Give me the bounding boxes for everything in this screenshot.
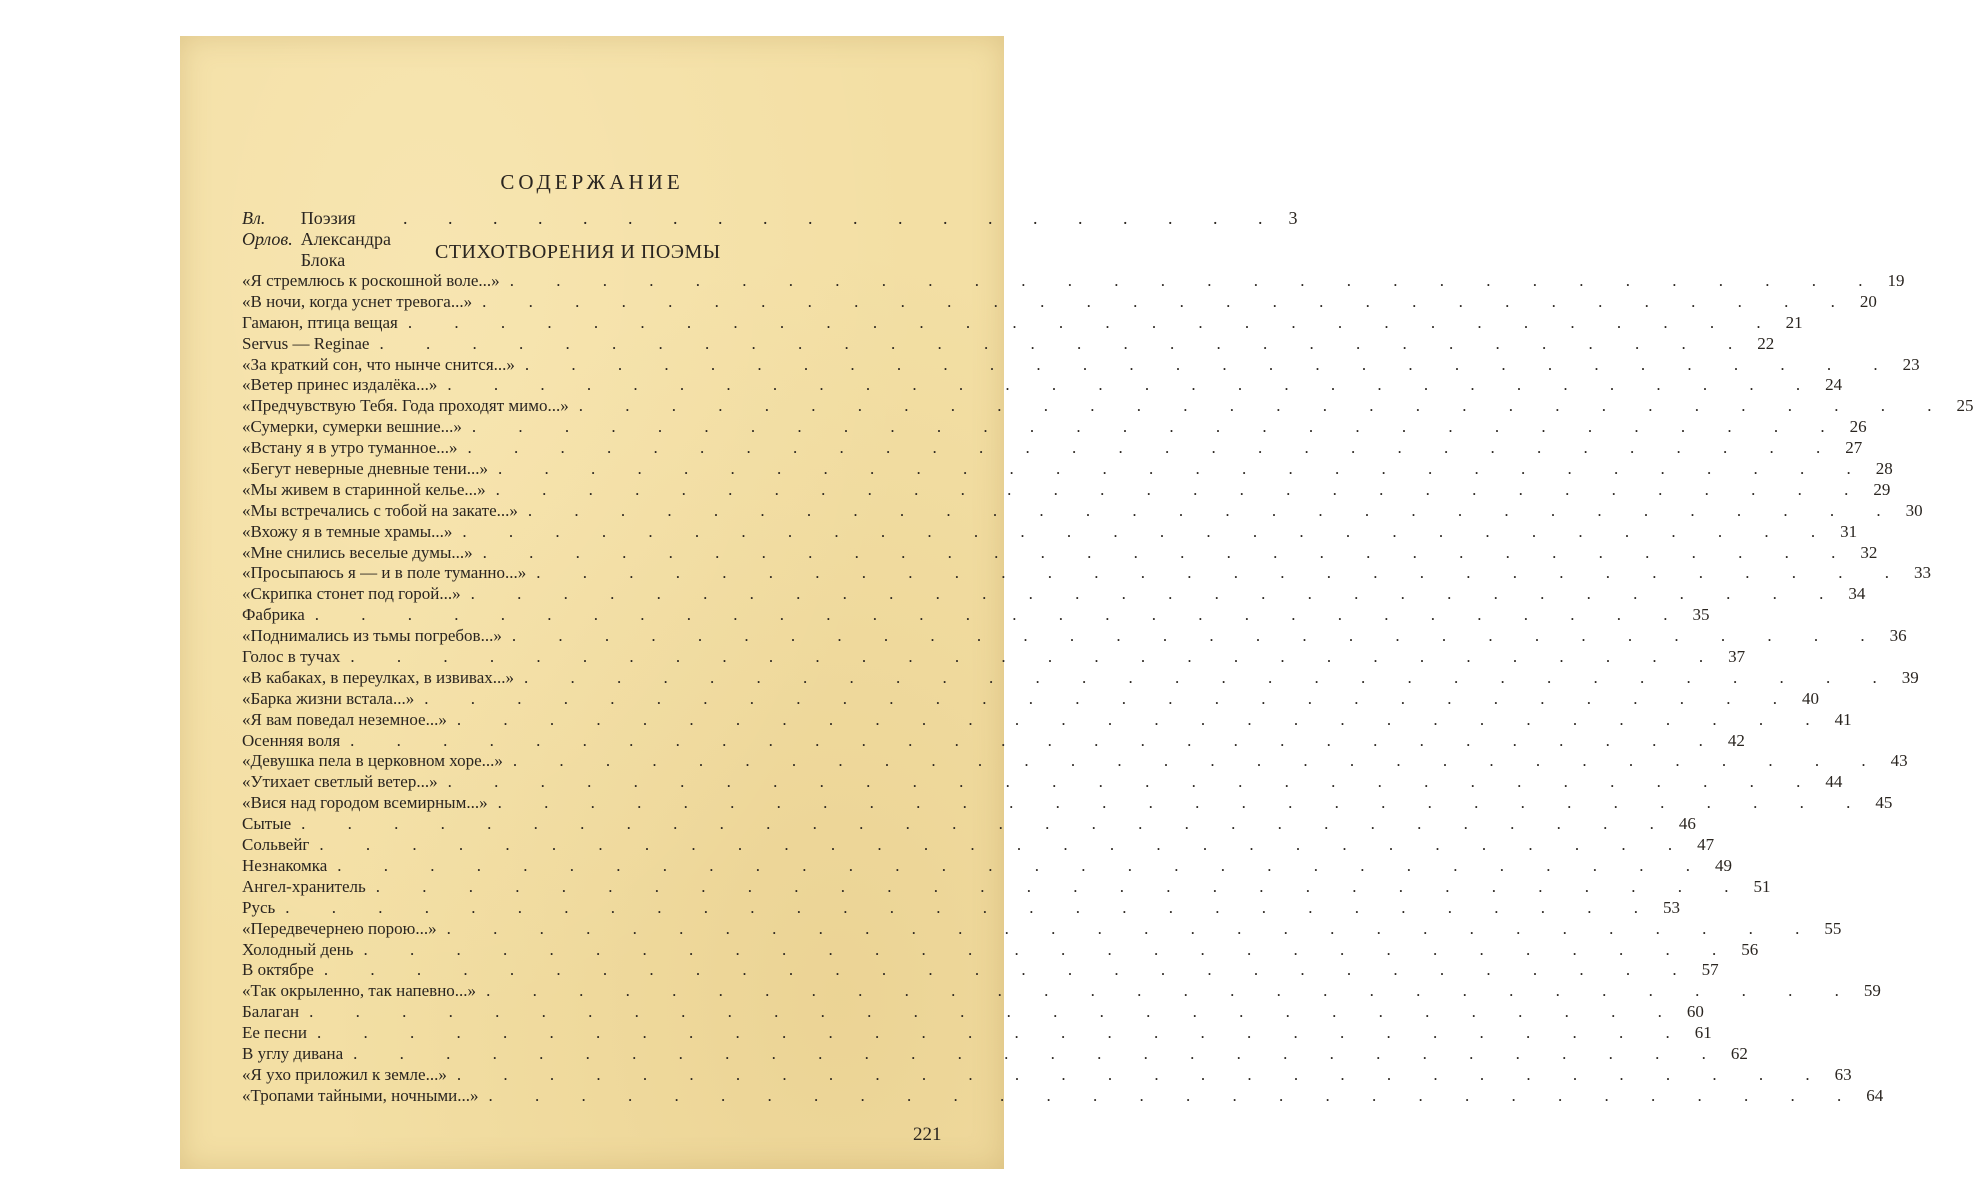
toc-entry-page: 53 — [1663, 897, 1681, 917]
toc-list — [242, 271, 1974, 1107]
dot-leader: . . . . . . . . . . . . . . . . . . . . . . . . . . . . . . — [456, 1064, 1829, 1084]
toc-entry-title: «Я вам поведал неземное...» — [242, 709, 447, 729]
toc-entry-page: 27 — [1845, 438, 1863, 458]
toc-entry — [242, 291, 1877, 313]
toc-entry-page: 35 — [1692, 605, 1710, 625]
dot-leader: . . . . . . . . . . . . . . . . . . . . . . . . . . . . . . — [353, 1043, 1725, 1063]
dot-leader: . . . . . . . . . . . . . . . . . . . . . . . . . . . . . . — [317, 1023, 1689, 1043]
dot-leader: . . . . . . . . . . . . . . . . . . . . . . . . . . . . . . — [301, 814, 1673, 834]
dot-leader: . . . . . . . . . . . . . . . . . . . . . . . . . . . . . . — [512, 751, 1885, 771]
dot-leader: . . . . . . . . . . . . . . . . . . . . . . . . . . . . . . — [363, 939, 1736, 959]
page-folio: 221 — [913, 1124, 942, 1145]
toc-entry — [242, 1085, 1884, 1107]
toc-entry-title: «Мы встречались с тобой на закате...» — [242, 500, 518, 520]
toc-entry — [242, 960, 1719, 981]
dot-leader: . . . . . . . . . . . . . . . . . . . . . . . . . . . . . . — [497, 793, 1870, 813]
toc-entry — [242, 479, 1891, 501]
toc-entry-page: 34 — [1848, 584, 1866, 604]
toc-entry — [242, 1064, 1852, 1086]
dot-leader: . . . . . . . . . . . . . . . . . . . . . . . . . . . . . . — [447, 772, 1820, 792]
toc-entry-page: 39 — [1901, 667, 1919, 687]
toc-entry-title: «Девушка пела в церковном хоре...» — [242, 751, 503, 771]
toc-entry-page: 51 — [1753, 876, 1771, 896]
toc-entry — [242, 1023, 1712, 1044]
toc-entry-page: 37 — [1728, 647, 1746, 667]
toc-entry-title: «Просыпаюсь я — и в поле туманно...» — [242, 563, 527, 583]
dot-leader: . . . . . . . . . . . . . . . . . . . . . . . . . . . . . . — [524, 667, 1896, 687]
dot-leader: . . . . . . . . . . . . . . . . . . . . . . . . . . . . . . — [486, 981, 1858, 1001]
dot-leader: . . . . . . . . . . . . . . . . . . . . . . . . . . . . . . — [497, 459, 1870, 479]
toc-entry-page: 62 — [1730, 1043, 1748, 1063]
dot-leader: . . . . . . . . . . . . . . . . . . . . . . . . . . . . . . — [309, 1002, 1681, 1022]
toc-entry — [242, 626, 1907, 647]
intro-author: Вл. Орлов. — [242, 208, 293, 249]
dot-leader: . . . . . . . . . . . . . . . . . . . . . . . . . . . . . . — [536, 563, 1909, 583]
toc-entry — [242, 375, 1843, 396]
toc-entry-page: 28 — [1875, 459, 1893, 479]
toc-entry-page: 31 — [1840, 521, 1858, 541]
toc-entry-page: 49 — [1715, 855, 1733, 875]
toc-entry-page: 41 — [1834, 709, 1852, 729]
toc-entry — [242, 667, 1919, 689]
dot-leader: . . . . . . . . . . . . . . . . . . . . . . . . . . . . . . — [495, 479, 1868, 499]
toc-entry — [242, 500, 1923, 522]
dot-leader: . . . . . . . . . . . . . . . . . . . . . . . . . . . . . . — [424, 688, 1796, 708]
toc-entry-page: 55 — [1824, 918, 1842, 938]
toc-entry-page: 42 — [1727, 730, 1745, 750]
toc-entry — [242, 1043, 1748, 1065]
toc-entry-title: Фабрика — [242, 605, 305, 625]
toc-entry-page: 46 — [1678, 814, 1696, 834]
toc-entry-page: 57 — [1701, 960, 1719, 980]
toc-entry-title: «Вхожу я в темные храмы...» — [242, 521, 453, 541]
toc-entry-title: «Утихает светлый ветер...» — [242, 772, 438, 792]
toc-entry-title: «Бегут неверные дневные тени...» — [242, 459, 488, 479]
toc-entry — [242, 730, 1745, 752]
dot-leader: . . . . . . . . . . . . . . . . . . . . . . . . . . . . . . — [407, 312, 1780, 332]
toc-entry-title: «Сумерки, сумерки вешние...» — [242, 417, 462, 437]
toc-entry — [242, 751, 1908, 772]
dot-leader: . . . . . . . . . . . . . . . . . . . . . . . . . . . . . . — [482, 291, 1854, 311]
toc-entry-title: Голос в тучах — [242, 647, 341, 667]
toc-entry-page: 25 — [1956, 396, 1974, 416]
toc-entry-page: 20 — [1859, 291, 1877, 311]
dot-leader: . . . . . . . . . . . . . . . . . . . . . . . . . . . . . . — [285, 897, 1658, 917]
dot-leader: . . . . . . . . . . . . . . . . . . . . . . . . . . . . . . — [462, 521, 1835, 541]
book-page — [180, 36, 1974, 1169]
toc-entry-page: 32 — [1860, 542, 1878, 562]
dot-leader: . . . . . . . . . . . . . . . . . . . . . . . . . . . . . . — [509, 271, 1882, 290]
dot-leader: . . . . . . . . . . . . . . . . . . . . . . . . . . . . . . — [446, 918, 1819, 938]
dot-leader: . . . . . . . . . . . . . . . . . . . . . . . . . . . . . . — [488, 1085, 1861, 1105]
dot-leader: . . . . . . . . . . . . . . . . . . . . . . . . . . . . . . — [337, 855, 1710, 875]
toc-entry-page: 59 — [1863, 981, 1881, 1001]
toc-entry — [242, 814, 1696, 835]
toc-entry-page: 22 — [1757, 333, 1775, 353]
toc-entry — [242, 396, 1974, 417]
toc-entry — [242, 876, 1771, 898]
toc-entry-title: «Встану я в утро туманное...» — [242, 438, 458, 458]
toc-entry-title: Осенняя воля — [242, 730, 341, 750]
toc-entry-title: «Барка жизни встала...» — [242, 688, 415, 708]
toc-entry-page: 24 — [1825, 375, 1843, 395]
toc-entry-title: Незнакомка — [242, 855, 328, 875]
toc-entry-page: 30 — [1905, 500, 1923, 520]
toc-entry-page: 60 — [1686, 1002, 1704, 1022]
dot-leader: . . . . . . . . . . . . . . . . . . . . . . . . . . . . . . — [323, 960, 1696, 980]
toc-entry — [242, 542, 1878, 564]
toc-entry — [242, 312, 1803, 334]
dot-leader: . . . . . . . . . . . . . . . . . . . . . . . . . . . . . . — [375, 876, 1748, 896]
toc-entry — [242, 709, 1852, 731]
toc-entry-title: «За краткий сон, что нынче снится...» — [242, 354, 515, 374]
toc-entry-title: «Предчувствую Тебя. Года проходят мимо...» — [242, 396, 569, 416]
toc-entry-page: 40 — [1801, 688, 1819, 708]
toc-entry — [242, 417, 1867, 438]
toc-entry-title: «Мы живем в старинной келье...» — [242, 479, 486, 499]
toc-entry-title: Балаган — [242, 1002, 300, 1022]
dot-leader: . . . . . . . . . . . . . . . . . . . . — [402, 208, 1281, 228]
dot-leader: . . . . . . . . . . . . . . . . . . . . . . . . . . . . . . — [511, 626, 1884, 646]
toc-entry-title: В углу дивана — [242, 1043, 344, 1063]
toc-entry — [242, 1002, 1704, 1023]
toc-entry-title: «В кабаках, в переулках, в извивах...» — [242, 667, 515, 687]
toc-entry — [242, 333, 1775, 355]
toc-entry — [242, 939, 1759, 961]
toc-entry-page: 61 — [1694, 1023, 1712, 1043]
dot-leader: . . . . . . . . . . . . . . . . . . . . . . . . . . . . . . — [471, 417, 1844, 437]
toc-entry-page: 63 — [1834, 1064, 1852, 1084]
intro-page-number: 3 — [1288, 208, 1298, 228]
toc-entry-page: 26 — [1849, 417, 1867, 437]
toc-entry-title: «Передвечернею порою...» — [242, 918, 437, 938]
toc-entry-title: Ангел-хранитель — [242, 876, 366, 896]
toc-entry-title: «В ночи, когда уснет тревога...» — [242, 291, 473, 311]
toc-entry — [242, 354, 1920, 376]
toc-entry-page: 56 — [1741, 939, 1759, 959]
dot-leader: . . . . . . . . . . . . . . . . . . . . . . . . . . . . . . — [470, 584, 1843, 604]
toc-entry — [242, 855, 1733, 877]
toc-entry-title: Сольвейг — [242, 835, 310, 855]
toc-entry-title: «Вися над городом всемирным...» — [242, 793, 488, 813]
toc-entry-page: 43 — [1890, 751, 1908, 771]
contents-heading: СОДЕРЖАНИЕ — [500, 170, 684, 194]
dot-leader: . . . . . . . . . . . . . . . . . . . . . . . . . . . . . . — [527, 500, 1900, 520]
toc-entry-page: 47 — [1697, 835, 1715, 855]
toc-entry — [242, 521, 1858, 543]
toc-entry — [242, 459, 1893, 480]
dot-leader: . . . . . . . . . . . . . . . . . . . . . . . . . . . . . . — [447, 375, 1820, 395]
toc-entry-page: 29 — [1873, 479, 1891, 499]
toc-entry-title: «Я ухо приложил к земле...» — [242, 1064, 447, 1084]
toc-entry-title: «Так окрыленно, так напевно...» — [242, 981, 477, 1001]
toc-entry — [242, 605, 1710, 626]
toc-entry-page: 33 — [1914, 563, 1932, 583]
toc-entry — [242, 897, 1681, 919]
intro-title: Поэзия Александра Блока — [300, 208, 391, 270]
dot-leader: . . . . . . . . . . . . . . . . . . . . . . . . . . . . . . — [524, 354, 1897, 374]
section-heading: СТИХОТВОРЕНИЯ И ПОЭМЫ — [435, 241, 721, 263]
dot-leader: . . . . . . . . . . . . . . . . . . . . . . . . . . . . . . — [350, 647, 1723, 667]
toc-entry-title: «Поднимались из тьмы погребов...» — [242, 626, 502, 646]
toc-entry-page: 23 — [1902, 354, 1920, 374]
toc-entry-page: 36 — [1889, 626, 1907, 646]
dot-leader: . . . . . . . . . . . . . . . . . . . . . . . . . . . . . . — [578, 396, 1951, 416]
toc-entry-page: 21 — [1785, 312, 1803, 332]
toc-entry-title: «Ветер принес издалёка...» — [242, 375, 438, 395]
dot-leader: . . . . . . . . . . . . . . . . . . . . . . . . . . . . . . — [314, 605, 1687, 625]
toc-entry — [242, 688, 1819, 710]
dot-leader: . . . . . . . . . . . . . . . . . . . . . . . . . . . . . . — [350, 730, 1722, 750]
toc-entry — [242, 981, 1881, 1002]
toc-entry-title: Холодный день — [242, 939, 354, 959]
dot-leader: . . . . . . . . . . . . . . . . . . . . . . . . . . . . . . — [379, 333, 1752, 353]
toc-entry-title: «Я стремлюсь к роскошной воле...» — [242, 271, 500, 290]
toc-entry — [242, 271, 1905, 292]
toc-entry-title: «Скрипка стонет под горой...» — [242, 584, 461, 604]
toc-entry — [242, 584, 1866, 605]
toc-entry-page: 19 — [1887, 271, 1905, 290]
toc-entry-title: Гамаюн, птица вещая — [242, 312, 398, 332]
toc-entry — [242, 438, 1863, 459]
toc-entry-title: Ее песни — [242, 1023, 307, 1043]
toc-entry-title: «Тропами тайными, ночными...» — [242, 1085, 479, 1105]
toc-entry — [242, 647, 1746, 668]
toc-entry-title: Сытые — [242, 814, 292, 834]
toc-entry — [242, 772, 1843, 793]
dot-leader: . . . . . . . . . . . . . . . . . . . . . . . . . . . . . . — [319, 835, 1692, 855]
toc-entry — [242, 918, 1842, 940]
toc-entry — [242, 835, 1715, 856]
toc-entry-page: 64 — [1866, 1085, 1884, 1105]
dot-leader: . . . . . . . . . . . . . . . . . . . . . . . . . . . . . . — [456, 709, 1829, 729]
toc-entry — [242, 793, 1893, 814]
toc-entry-title: Русь — [242, 897, 276, 917]
toc-entry-title: В октябре — [242, 960, 314, 980]
toc-entry-page: 45 — [1875, 793, 1893, 813]
toc-entry — [242, 563, 1932, 584]
dot-leader: . . . . . . . . . . . . . . . . . . . . . . . . . . . . . . — [482, 542, 1855, 562]
dot-leader: . . . . . . . . . . . . . . . . . . . . . . . . . . . . . . — [467, 438, 1840, 458]
toc-entry-title: Servus — Reginae — [242, 333, 370, 353]
toc-entry-page: 44 — [1825, 772, 1843, 792]
toc-entry-title: «Мне снились веселые думы...» — [242, 542, 473, 562]
